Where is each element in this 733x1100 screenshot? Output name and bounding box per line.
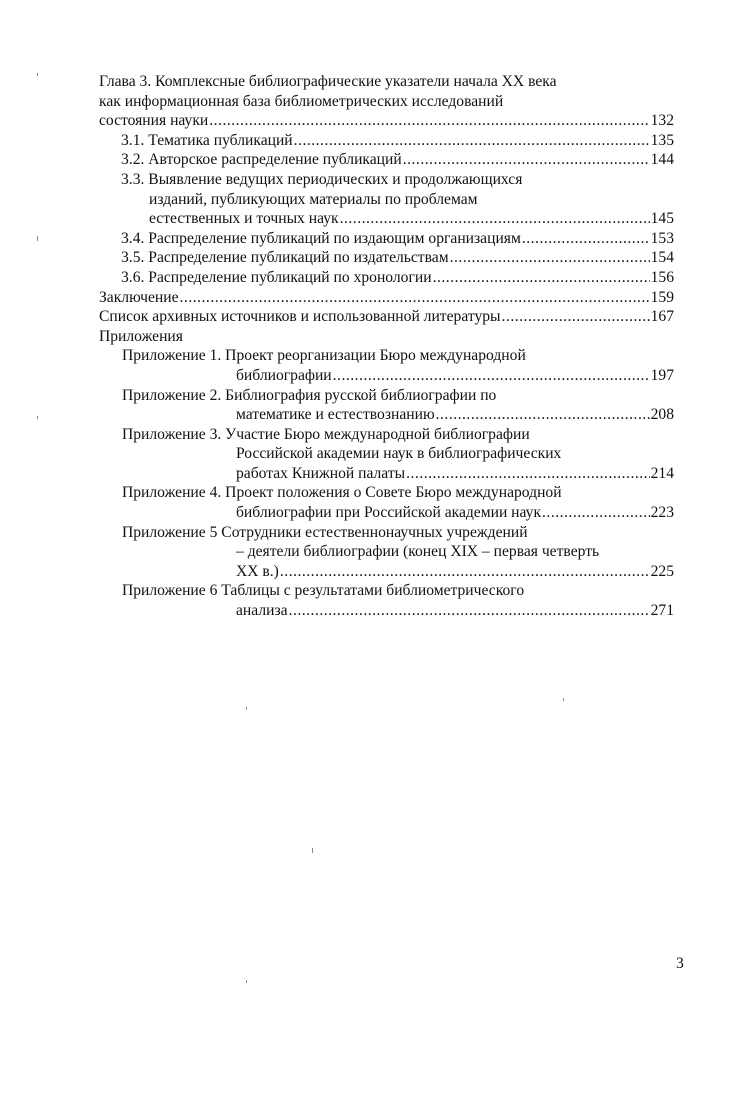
scan-speck — [37, 73, 38, 76]
leader-dots — [436, 405, 650, 425]
toc-entry-app4-line1: Приложение 4. Проект положения о Совете Бюро международной — [122, 484, 562, 502]
leader-dots — [280, 562, 650, 582]
leader-dots — [433, 268, 650, 288]
page-ref: 144 — [650, 151, 674, 169]
toc-entry-label: 3.2. Авторское распределение публикаций — [121, 151, 402, 169]
leader-dots — [340, 209, 650, 229]
toc-entry-app2-line1: Приложение 2. Библиография русской библиографии по — [122, 386, 497, 404]
toc-entry-app1[interactable] — [99, 366, 674, 386]
page-ref: 153 — [650, 229, 674, 247]
toc-entry-label: анализа — [236, 602, 288, 620]
leader-dots — [180, 288, 650, 308]
page-ref: 225 — [650, 562, 674, 580]
page-number: 3 — [676, 955, 684, 972]
toc-entry-app5-line2: – деятели библиографии (конец XIX – первая четверть — [236, 543, 600, 561]
toc-entry-label: работах Книжной палаты — [236, 464, 406, 482]
toc-entry-3-1[interactable] — [99, 131, 674, 151]
toc-entry-app3-line2: Российской академии наук в библиографических — [236, 445, 562, 463]
leader-dots — [542, 503, 650, 523]
toc-entry-label: состояния науки — [99, 112, 209, 130]
toc-entry-label: библиографии при Российской академии наук — [236, 504, 542, 522]
toc-entry-app3[interactable] — [99, 464, 674, 484]
leader-dots — [333, 366, 650, 386]
leader-dots — [406, 464, 649, 484]
toc-entry-sources[interactable] — [99, 307, 674, 327]
toc-entry-app2[interactable] — [99, 405, 674, 425]
toc-entry-label: библиографии — [236, 366, 332, 384]
toc-entry-label: Список архивных источников и использованной литературы — [99, 308, 501, 326]
toc-entry-3-3-line2: изданий, публикующих материалы по проблемам — [149, 190, 478, 208]
page-ref: 154 — [650, 249, 674, 267]
page-ref: 145 — [650, 210, 674, 228]
page-ref: 132 — [650, 112, 674, 130]
page-ref: 271 — [650, 602, 674, 620]
leader-dots — [209, 111, 649, 131]
page-ref: 135 — [650, 131, 674, 149]
scan-speck — [246, 707, 247, 710]
toc-entry-3-2[interactable] — [99, 150, 674, 170]
toc-entry-label: 3.4. Распределение публикаций по издающим организациям — [121, 229, 521, 247]
page-ref: 156 — [650, 268, 674, 286]
toc-entry-app3-line1: Приложение 3. Участие Бюро международной библиографии — [122, 425, 530, 443]
toc-entry-app6-line1: Приложение 6 Таблицы с результатами библиометрического — [122, 582, 525, 600]
toc-entry-3-6[interactable] — [99, 268, 674, 288]
toc-appendices-heading: Приложения — [99, 327, 183, 345]
toc-entry-app4[interactable] — [99, 503, 674, 523]
toc-entry-3-3[interactable] — [99, 209, 674, 229]
toc-entry-chapter3-line2: как информационная база библиометрических исследований — [99, 92, 504, 110]
leader-dots — [450, 248, 650, 268]
table-of-contents — [99, 72, 674, 621]
toc-entry-label: естественных и точных наук — [149, 210, 339, 228]
toc-entry-label: XX в.) — [236, 562, 279, 580]
scan-speck — [37, 416, 38, 419]
toc-entry-3-4[interactable] — [99, 229, 674, 249]
toc-entry-app6[interactable] — [99, 601, 674, 621]
toc-entry-chapter3[interactable] — [99, 111, 674, 131]
scan-speck — [246, 980, 247, 983]
leader-dots — [294, 131, 650, 151]
page-ref: 223 — [650, 504, 674, 522]
toc-entry-label: математике и естествознанию — [236, 406, 435, 424]
toc-entry-app5-line1: Приложение 5 Сотрудники естественнонаучных учреждений — [122, 523, 528, 541]
toc-entry-chapter3-line1: Глава 3. Комплексные библиографические указатели начала XX века — [99, 73, 557, 90]
leader-dots — [403, 150, 650, 170]
scan-speck — [312, 848, 313, 853]
page-ref: 197 — [650, 366, 674, 384]
toc-entry-label: Заключение — [99, 288, 179, 306]
page-ref: 208 — [650, 406, 674, 424]
page-ref: 214 — [650, 464, 674, 482]
scan-speck — [563, 698, 564, 701]
leader-dots — [502, 307, 650, 327]
toc-entry-label: 3.5. Распределение публикаций по издательствам — [121, 249, 449, 267]
page-ref: 159 — [650, 288, 674, 306]
page-ref: 167 — [650, 308, 674, 326]
toc-entry-app5[interactable] — [99, 562, 674, 582]
toc-entry-label: 3.1. Тематика публикаций — [121, 131, 293, 149]
toc-entry-3-3-line1: 3.3. Выявление ведущих периодических и продолжающихся — [121, 170, 523, 188]
toc-entry-conclusion[interactable] — [99, 288, 674, 308]
toc-entry-label: 3.6. Распределение публикаций по хронологии — [121, 268, 432, 286]
scan-speck — [37, 236, 38, 241]
toc-entry-app1-line1: Приложение 1. Проект реорганизации Бюро международной — [122, 347, 526, 365]
leader-dots — [289, 601, 650, 621]
toc-entry-3-5[interactable] — [99, 248, 674, 268]
leader-dots — [522, 229, 650, 249]
